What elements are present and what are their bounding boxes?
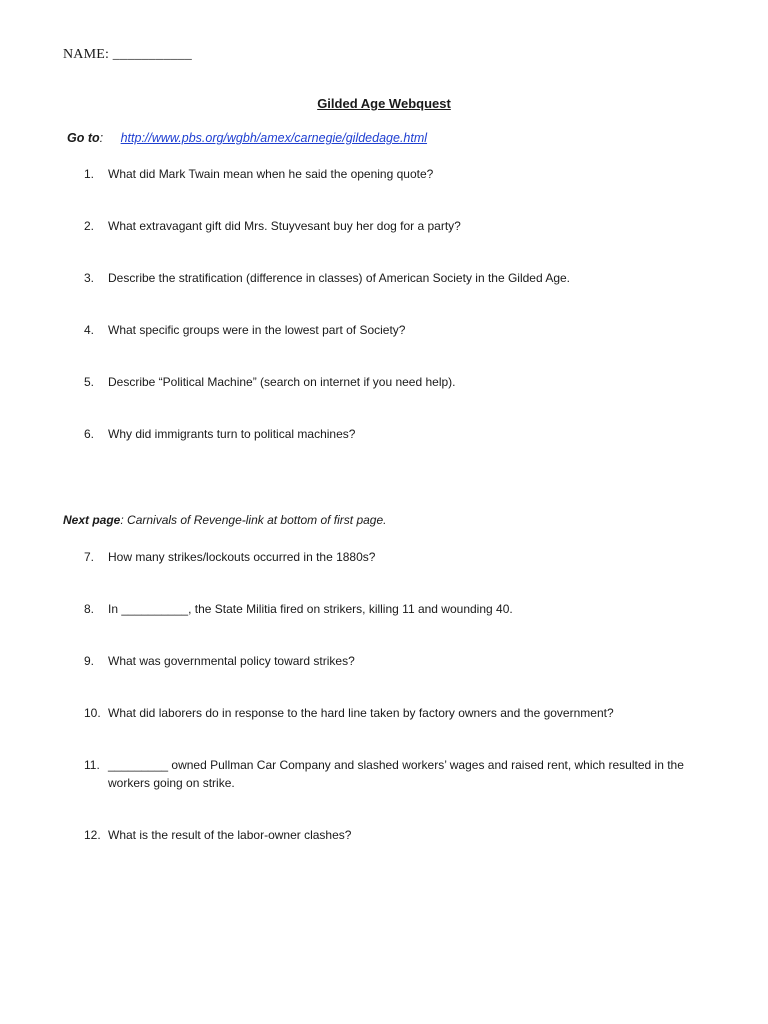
question-text: Describe the stratification (difference in classes) of American Society in the Gilded Age. xyxy=(108,271,571,285)
question-item xyxy=(84,425,704,443)
question-item xyxy=(84,548,704,566)
page-title xyxy=(0,96,768,111)
question-text: What is the result of the labor-owner clashes? xyxy=(108,828,352,842)
goto-line xyxy=(67,131,427,145)
question-item xyxy=(84,600,704,618)
question-number: 6. xyxy=(84,427,95,441)
question-number: 9. xyxy=(84,654,95,668)
question-number: 12. xyxy=(84,828,101,842)
question-item xyxy=(84,217,704,235)
question-text: What did laborers do in response to the hard line taken by factory owners and the government? xyxy=(108,706,614,720)
question-number: 3. xyxy=(84,271,95,285)
question-text: What specific groups were in the lowest part of Society? xyxy=(108,323,406,337)
question-number: 1. xyxy=(84,167,95,181)
goto-colon: : xyxy=(99,131,104,145)
question-text: Why did immigrants turn to political machines? xyxy=(108,427,356,441)
question-number: 4. xyxy=(84,323,95,337)
question-text: _________ owned Pullman Car Company and slashed workers’ wages and raised rent, which resulted in the workers going on strike. xyxy=(108,758,684,790)
pbs-gilded-age-link[interactable]: http://www.pbs.org/wgbh/amex/carnegie/gildedage.html xyxy=(120,131,428,145)
question-item xyxy=(84,756,704,792)
question-item xyxy=(84,704,704,722)
question-number: 5. xyxy=(84,375,95,389)
question-text: What did Mark Twain mean when he said the opening quote? xyxy=(108,167,434,181)
question-number: 8. xyxy=(84,602,95,616)
next-page-label: Next page xyxy=(63,513,121,527)
next-page-text: : Carnivals of Revenge-link at bottom of first page. xyxy=(120,513,387,527)
question-number: 11. xyxy=(84,758,100,772)
name-field-line: NAME: ___________ xyxy=(63,47,193,62)
question-item xyxy=(84,165,704,183)
question-text: Describe “Political Machine” (search on internet if you need help). xyxy=(108,375,456,389)
question-number: 10. xyxy=(84,706,101,720)
question-text: What was governmental policy toward strikes? xyxy=(108,654,355,668)
question-text: In __________, the State Militia fired on strikers, killing 11 and wounding 40. xyxy=(108,602,513,616)
question-text: How many strikes/lockouts occurred in the 1880s? xyxy=(108,550,376,564)
question-text: What extravagant gift did Mrs. Stuyvesant buy her dog for a party? xyxy=(108,219,461,233)
question-item xyxy=(84,269,704,287)
goto-label: Go to xyxy=(67,131,100,145)
question-number: 2. xyxy=(84,219,95,233)
next-page-instruction xyxy=(63,513,387,527)
question-item xyxy=(84,373,704,391)
question-item xyxy=(84,826,704,844)
question-item xyxy=(84,652,704,670)
question-number: 7. xyxy=(84,550,95,564)
question-item xyxy=(84,321,704,339)
page-title-text: Gilded Age Webquest xyxy=(317,96,451,111)
